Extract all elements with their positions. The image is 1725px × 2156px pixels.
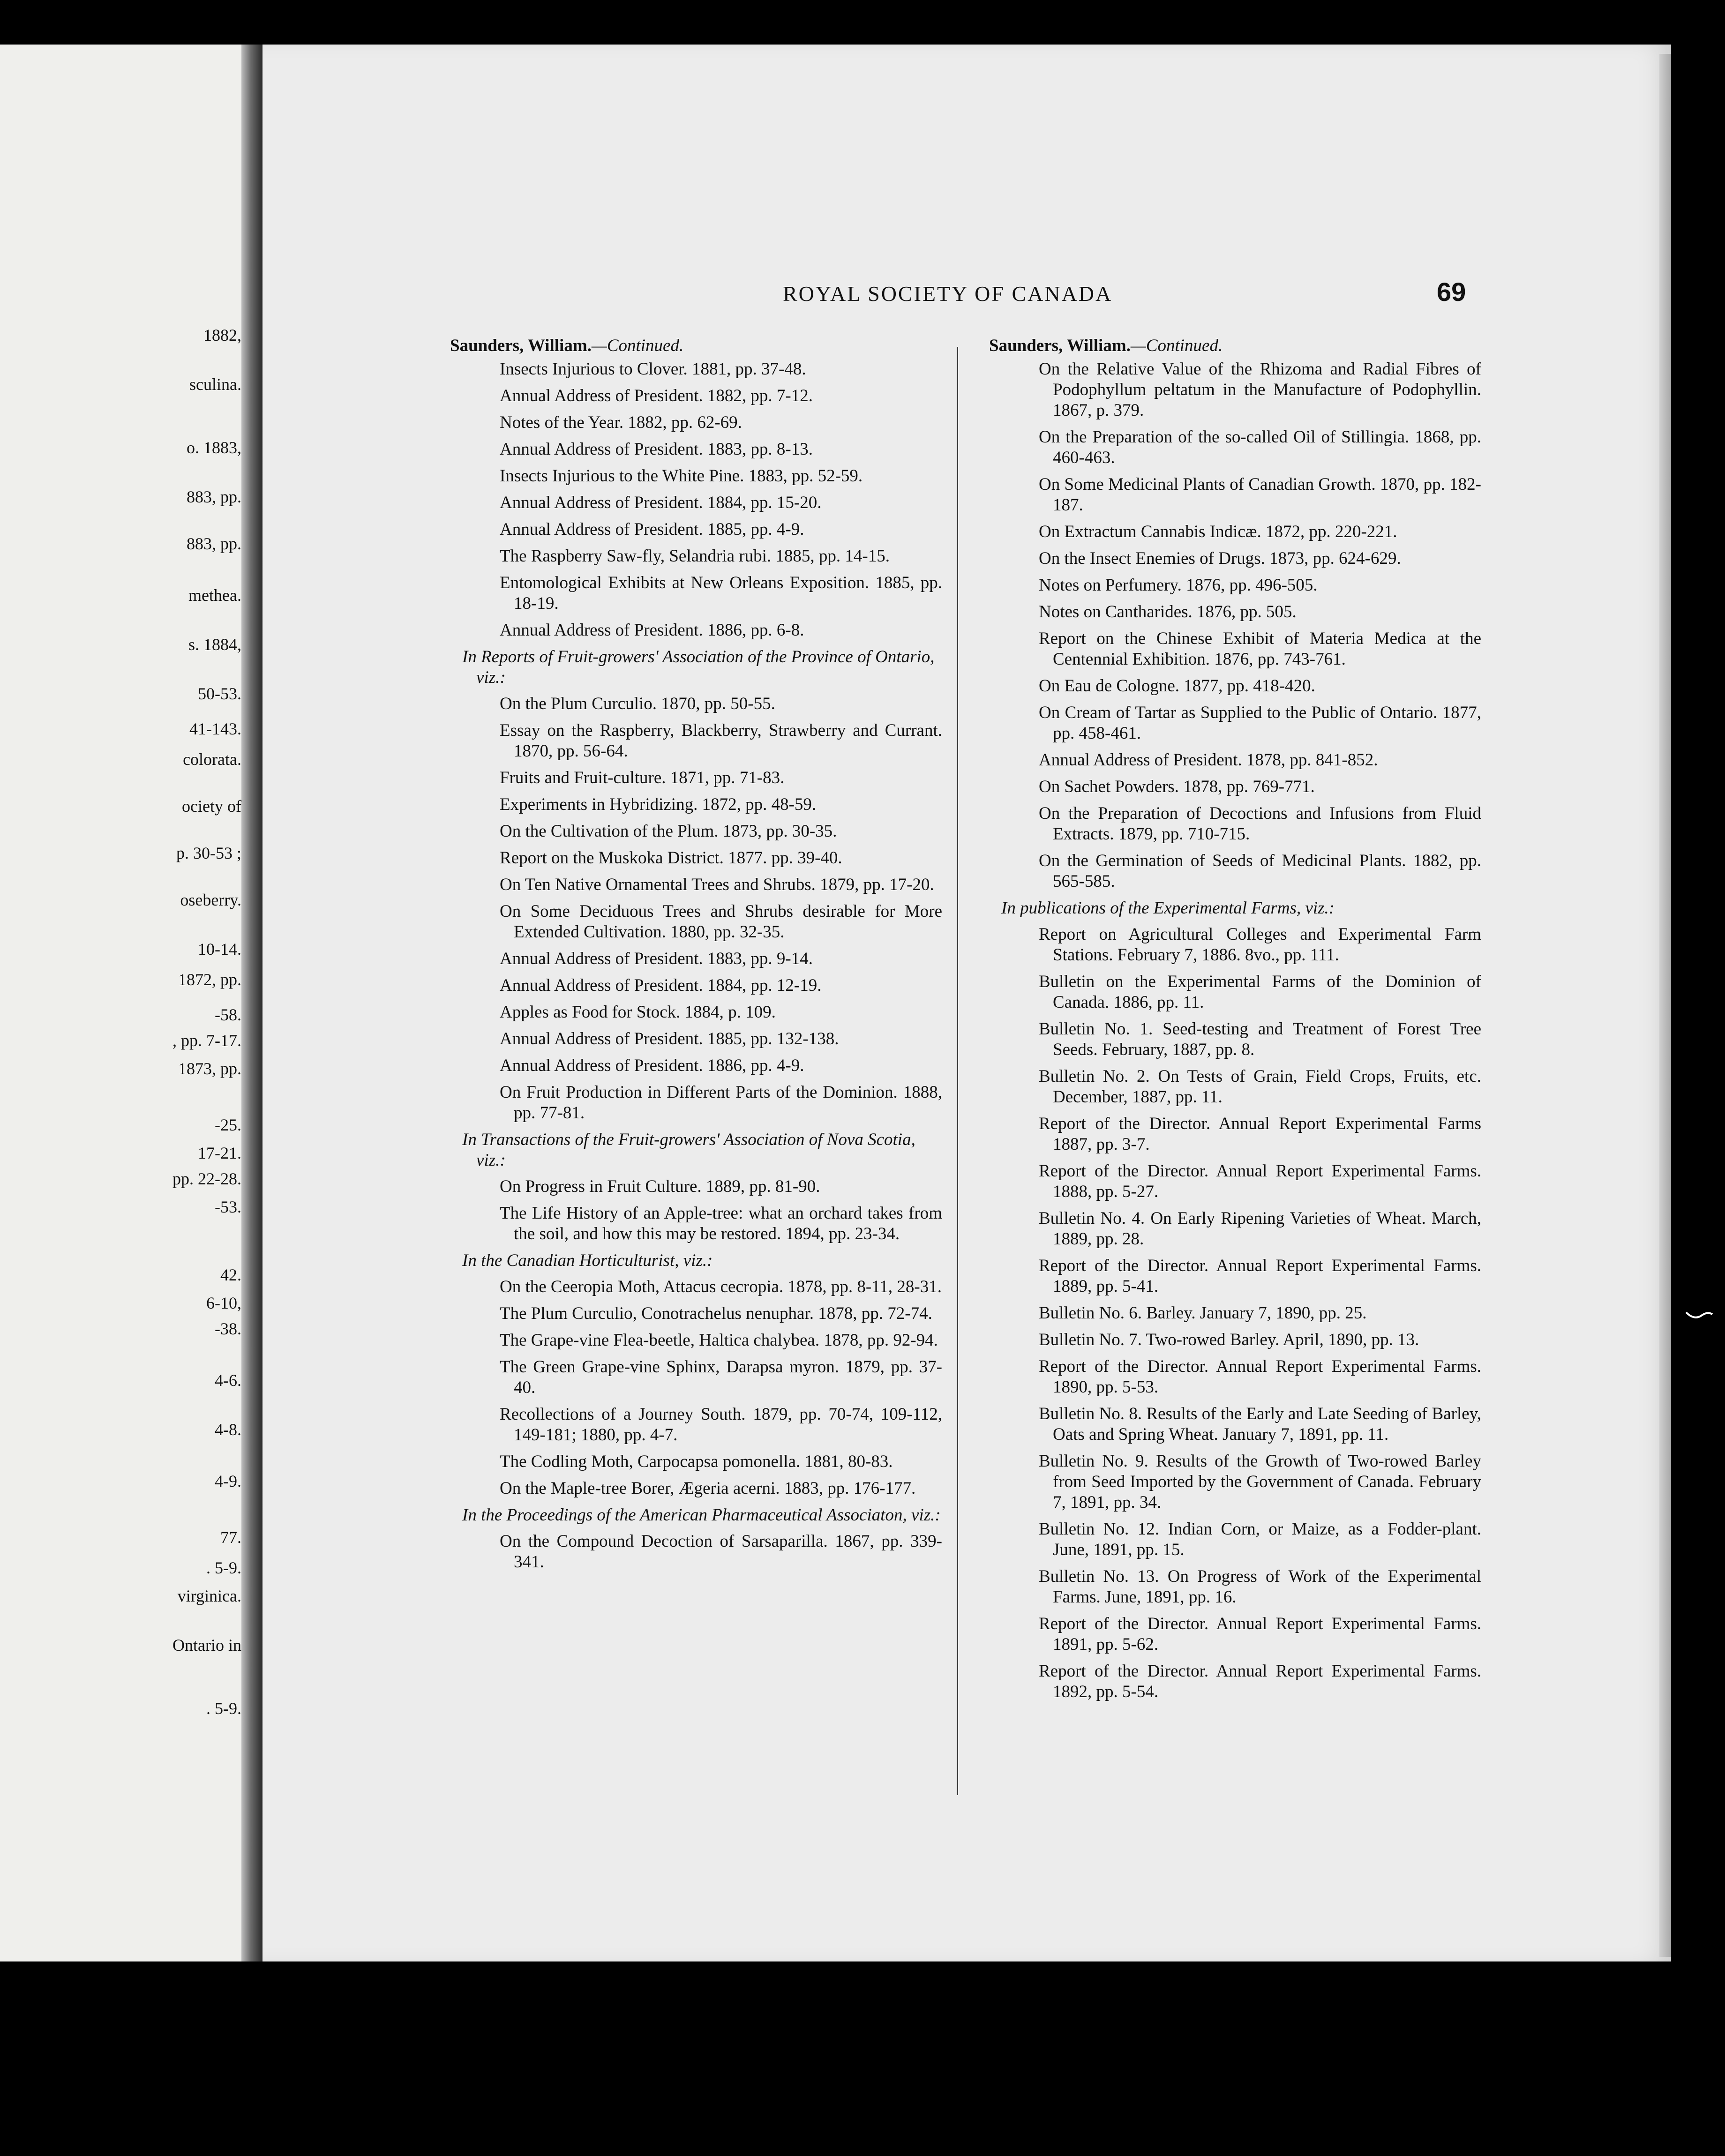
facing-page-text: pp. 22-28. (172, 1169, 241, 1188)
bibliography-entry: Fruits and Fruit-culture. 1871, pp. 71-83. (500, 768, 785, 787)
facing-page-text: 41-143. (189, 719, 241, 738)
bibliography-entry: Annual Address of President. 1884, pp. 15-20. (500, 493, 822, 512)
facing-page-text: -38. (215, 1319, 241, 1338)
bibliography-entry: Annual Address of President. 1883, pp. 8-13. (500, 440, 813, 459)
facing-page-text: 4-6. (215, 1371, 241, 1390)
bibliography-entry: On the Preparation of Decoctions and Infusions from Fluid Extracts. 1879, pp. 710-715. (1039, 804, 1481, 844)
bibliography-entry: Bulletin No. 7. Two-rowed Barley. April, 1890, pp. 13. (1039, 1330, 1419, 1349)
facing-page-text: 1872, pp. (178, 970, 241, 989)
bibliography-entry: The Plum Curculio, Conotrachelus nenuphar. 1878, pp. 72-74. (500, 1304, 932, 1323)
facing-page-text: colorata. (183, 750, 241, 769)
bibliography-entry: On Eau de Cologne. 1877, pp. 418-420. (1039, 676, 1315, 696)
section-heading: In publications of the Experimental Farms, viz.: (1001, 898, 1335, 918)
bibliography-entry: On the Compound Decoction of Sarsaparilla. 1867, pp. 339-341. (500, 1532, 942, 1572)
facing-page-text: . 5-9. (206, 1558, 241, 1577)
facing-page-text: methea. (188, 586, 241, 605)
bibliography-entry: Report of the Director. Annual Report Experimental Farms. 1890, pp. 5-53. (1039, 1357, 1481, 1397)
bibliography-entry: On Sachet Powders. 1878, pp. 769-771. (1039, 777, 1315, 796)
bibliography-entry: Notes of the Year. 1882, pp. 62-69. (500, 413, 742, 432)
facing-page-text: 883, pp. (187, 534, 241, 553)
bibliography-entry: Bulletin No. 6. Barley. January 7, 1890, pp. 25. (1039, 1303, 1367, 1323)
previous-page-edge (0, 45, 241, 1961)
bibliography-entry: Report of the Director. Annual Report Experimental Farms. 1888, pp. 5-27. (1039, 1161, 1481, 1201)
bibliography-entry: On Cream of Tartar as Supplied to the Public of Ontario. 1877, pp. 458-461. (1039, 703, 1481, 743)
facing-page-text: virginica. (177, 1587, 241, 1605)
facing-page-text: oseberry. (180, 891, 241, 909)
section-heading: In the Canadian Horticulturist, viz.: (462, 1251, 713, 1270)
left-column (450, 336, 942, 1579)
bibliography-entry: Report on the Chinese Exhibit of Materia Medica at the Centennial Exhibition. 1876, pp. 743-761. (1039, 629, 1481, 669)
bibliography-entry: On Progress in Fruit Culture. 1889, pp. 81-90. (500, 1177, 820, 1196)
facing-page-text: 4-9. (215, 1472, 241, 1490)
bibliography-entry: Annual Address of President. 1885, pp. 4-9. (500, 520, 804, 539)
bibliography-entry: Entomological Exhibits at New Orleans Exposition. 1885, pp. 18-19. (500, 573, 942, 613)
author-heading (989, 336, 1481, 356)
bibliography-entry: On Ten Native Ornamental Trees and Shrubs. 1879, pp. 17-20. (500, 875, 934, 894)
bibliography-entry: On the Maple-tree Borer, Ægeria acerni. 1883, pp. 176-177. (500, 1479, 916, 1498)
bibliography-entry: Report on the Muskoka District. 1877. pp. 39-40. (500, 848, 842, 868)
facing-page-text: 77. (220, 1528, 241, 1547)
bibliography-entry: On the Preparation of the so-called Oil of Stillingia. 1868, pp. 460-463. (1039, 427, 1481, 467)
facing-page-text: s. 1884, (188, 635, 241, 654)
page-number: 69 (1437, 277, 1466, 307)
bibliography-entry: Essay on the Raspberry, Blackberry, Strawberry and Currant. 1870, pp. 56-64. (500, 721, 942, 761)
bibliography-entry: The Grape-vine Flea-beetle, Haltica chalybea. 1878, pp. 92-94. (500, 1331, 938, 1350)
bibliography-entry: On the Insect Enemies of Drugs. 1873, pp. 624-629. (1039, 549, 1401, 568)
bibliography-entry: Report of the Director. Annual Report Experimental Farms. 1892, pp. 5-54. (1039, 1662, 1481, 1701)
continued-label: —Continued. (591, 336, 684, 355)
margin-mark (1685, 1308, 1713, 1322)
running-head: ROYAL SOCIETY OF CANADA (783, 282, 1113, 306)
author-name: Saunders, William. (450, 336, 592, 355)
bibliography-entry: The Codling Moth, Carpocapsa pomonella. 1881, 80-83. (500, 1452, 893, 1471)
bibliography-entry: On the Ceeropia Moth, Attacus cecropia. 1878, pp. 8-11, 28-31. (500, 1277, 942, 1296)
section-heading: In the Proceedings of the American Pharmaceutical Associaton, viz.: (462, 1505, 941, 1525)
facing-page-text: . 5-9. (206, 1699, 241, 1718)
facing-page-text: Ontario in (172, 1636, 241, 1654)
bibliography-entry: On Fruit Production in Different Parts of the Dominion. 1888, pp. 77-81. (500, 1083, 942, 1123)
bibliography-entry: Bulletin No. 12. Indian Corn, or Maize, as a Fodder-plant. June, 1891, pp. 15. (1039, 1520, 1481, 1559)
bibliography-entry: Annual Address of President. 1882, pp. 7-12. (500, 386, 813, 405)
bibliography-entry: Apples as Food for Stock. 1884, p. 109. (500, 1003, 776, 1022)
bibliography-entry: On the Cultivation of the Plum. 1873, pp. 30-35. (500, 822, 837, 841)
facing-page-text: 883, pp. (187, 487, 241, 506)
bibliography-entry: On the Germination of Seeds of Medicinal Plants. 1882, pp. 565-585. (1039, 851, 1481, 891)
bibliography-entry: Report of the Director. Annual Report Experimental Farms. 1891, pp. 5-62. (1039, 1614, 1481, 1654)
right-column (989, 336, 1481, 1708)
bibliography-entry: On Extractum Cannabis Indicæ. 1872, pp. 220-221. (1039, 522, 1397, 541)
bibliography-entry: The Raspberry Saw-fly, Selandria rubi. 1885, pp. 14-15. (500, 546, 890, 566)
bibliography-entry: Annual Address of President. 1878, pp. 841-852. (1039, 750, 1378, 770)
bibliography-entry: Bulletin No. 2. On Tests of Grain, Field Crops, Fruits, etc. December, 1887, pp. 11. (1039, 1067, 1481, 1107)
bibliography-entry: Bulletin No. 13. On Progress of Work of the Experimental Farms. June, 1891, pp. 16. (1039, 1567, 1481, 1607)
bibliography-entry: On the Plum Curculio. 1870, pp. 50-55. (500, 694, 775, 713)
facing-page-text: 10-14. (198, 940, 241, 958)
continued-label: —Continued. (1130, 336, 1223, 355)
bibliography-entry: Bulletin No. 1. Seed-testing and Treatment of Forest Tree Seeds. February, 1887, pp. 8. (1039, 1019, 1481, 1059)
bibliography-entry: Annual Address of President. 1885, pp. 132-138. (500, 1029, 839, 1048)
bibliography-entry: The Green Grape-vine Sphinx, Darapsa myron. 1879, pp. 37-40. (500, 1357, 942, 1397)
facing-page-text: 42. (220, 1265, 241, 1284)
bibliography-entry: Bulletin No. 4. On Early Ripening Varieties of Wheat. March, 1889, pp. 28. (1039, 1209, 1481, 1249)
author-name: Saunders, William. (989, 336, 1131, 355)
bibliography-entry: Report of the Director. Annual Report Experimental Farms. 1889, pp. 5-41. (1039, 1256, 1481, 1296)
page-edge (1659, 54, 1671, 1957)
bibliography-entry: Annual Address of President. 1883, pp. 9-14. (500, 949, 813, 968)
bibliography-entry: Insects Injurious to Clover. 1881, pp. 37-48. (500, 359, 806, 379)
bibliography-entry: Report on Agricultural Colleges and Experimental Farm Stations. February 7, 1886. 8vo., pp. 111. (1039, 925, 1481, 965)
bibliography-entry: Notes on Perfumery. 1876, pp. 496-505. (1039, 576, 1318, 595)
facing-page-text: 17-21. (198, 1144, 241, 1162)
column-divider (957, 347, 958, 1795)
section-heading: In Reports of Fruit-growers' Association of the Province of Ontario, viz.: (462, 647, 935, 687)
bibliography-entry: Annual Address of President. 1884, pp. 12-19. (500, 976, 822, 995)
facing-page-text: sculina. (189, 375, 241, 394)
bibliography-entry: Insects Injurious to the White Pine. 1883, pp. 52-59. (500, 466, 863, 486)
bibliography-entry: Report of the Director. Annual Report Experimental Farms 1887, pp. 3-7. (1039, 1114, 1481, 1154)
facing-page-text: ociety of (182, 797, 241, 816)
facing-page-text: 50-53. (198, 684, 241, 703)
facing-page-text: 4-8. (215, 1420, 241, 1439)
bibliography-entry: Recollections of a Journey South. 1879, pp. 70-74, 109-112, 149-181; 1880, pp. 4-7. (500, 1405, 942, 1445)
book-gutter (241, 45, 262, 1961)
author-heading (450, 336, 942, 356)
bibliography-entry: Bulletin No. 8. Results of the Early and Late Seeding of Barley, Oats and Spring Wheat. January 7, 1891, pp. 11. (1039, 1404, 1481, 1444)
facing-page-text: -58. (215, 1005, 241, 1024)
facing-page-text: 1873, pp. (178, 1059, 241, 1078)
facing-page-text: p. 30-53 ; (176, 844, 241, 862)
facing-page-text: 6-10, (206, 1294, 241, 1312)
bibliography-entry: Bulletin on the Experimental Farms of the Dominion of Canada. 1886, pp. 11. (1039, 972, 1481, 1012)
facing-page-text: -25. (215, 1115, 241, 1134)
bibliography-entry: Annual Address of President. 1886, pp. 6-8. (500, 621, 804, 640)
section-heading: In Transactions of the Fruit-growers' Association of Nova Scotia, viz.: (462, 1130, 915, 1170)
bibliography-entry: Notes on Cantharides. 1876, pp. 505. (1039, 602, 1297, 621)
facing-page-text: 1882, (203, 326, 241, 344)
bibliography-entry: Experiments in Hybridizing. 1872, pp. 48-59. (500, 795, 817, 814)
facing-page-text: , pp. 7-17. (172, 1031, 241, 1050)
bibliography-entry: On the Relative Value of the Rhizoma and Radial Fibres of Podophyllum peltatum in the Manufacture of Podophyllin. 1867, p. 379. (1039, 359, 1481, 420)
bibliography-entry: The Life History of an Apple-tree: what an orchard takes from the soil, and how this may be restored. 1894, pp. 23-34. (500, 1204, 942, 1243)
facing-page-text: -53. (215, 1198, 241, 1216)
facing-page-text: o. 1883, (187, 438, 241, 457)
bibliography-entry: On Some Medicinal Plants of Canadian Growth. 1870, pp. 182-187. (1039, 475, 1481, 515)
bibliography-entry: On Some Deciduous Trees and Shrubs desirable for More Extended Cultivation. 1880, pp. 32-35. (500, 902, 942, 942)
bibliography-entry: Annual Address of President. 1886, pp. 4-9. (500, 1056, 804, 1075)
bibliography-entry: Bulletin No. 9. Results of the Growth of Two-rowed Barley from Seed Imported by the Government of Canada. February 7, 1891, pp. 34. (1039, 1452, 1481, 1512)
